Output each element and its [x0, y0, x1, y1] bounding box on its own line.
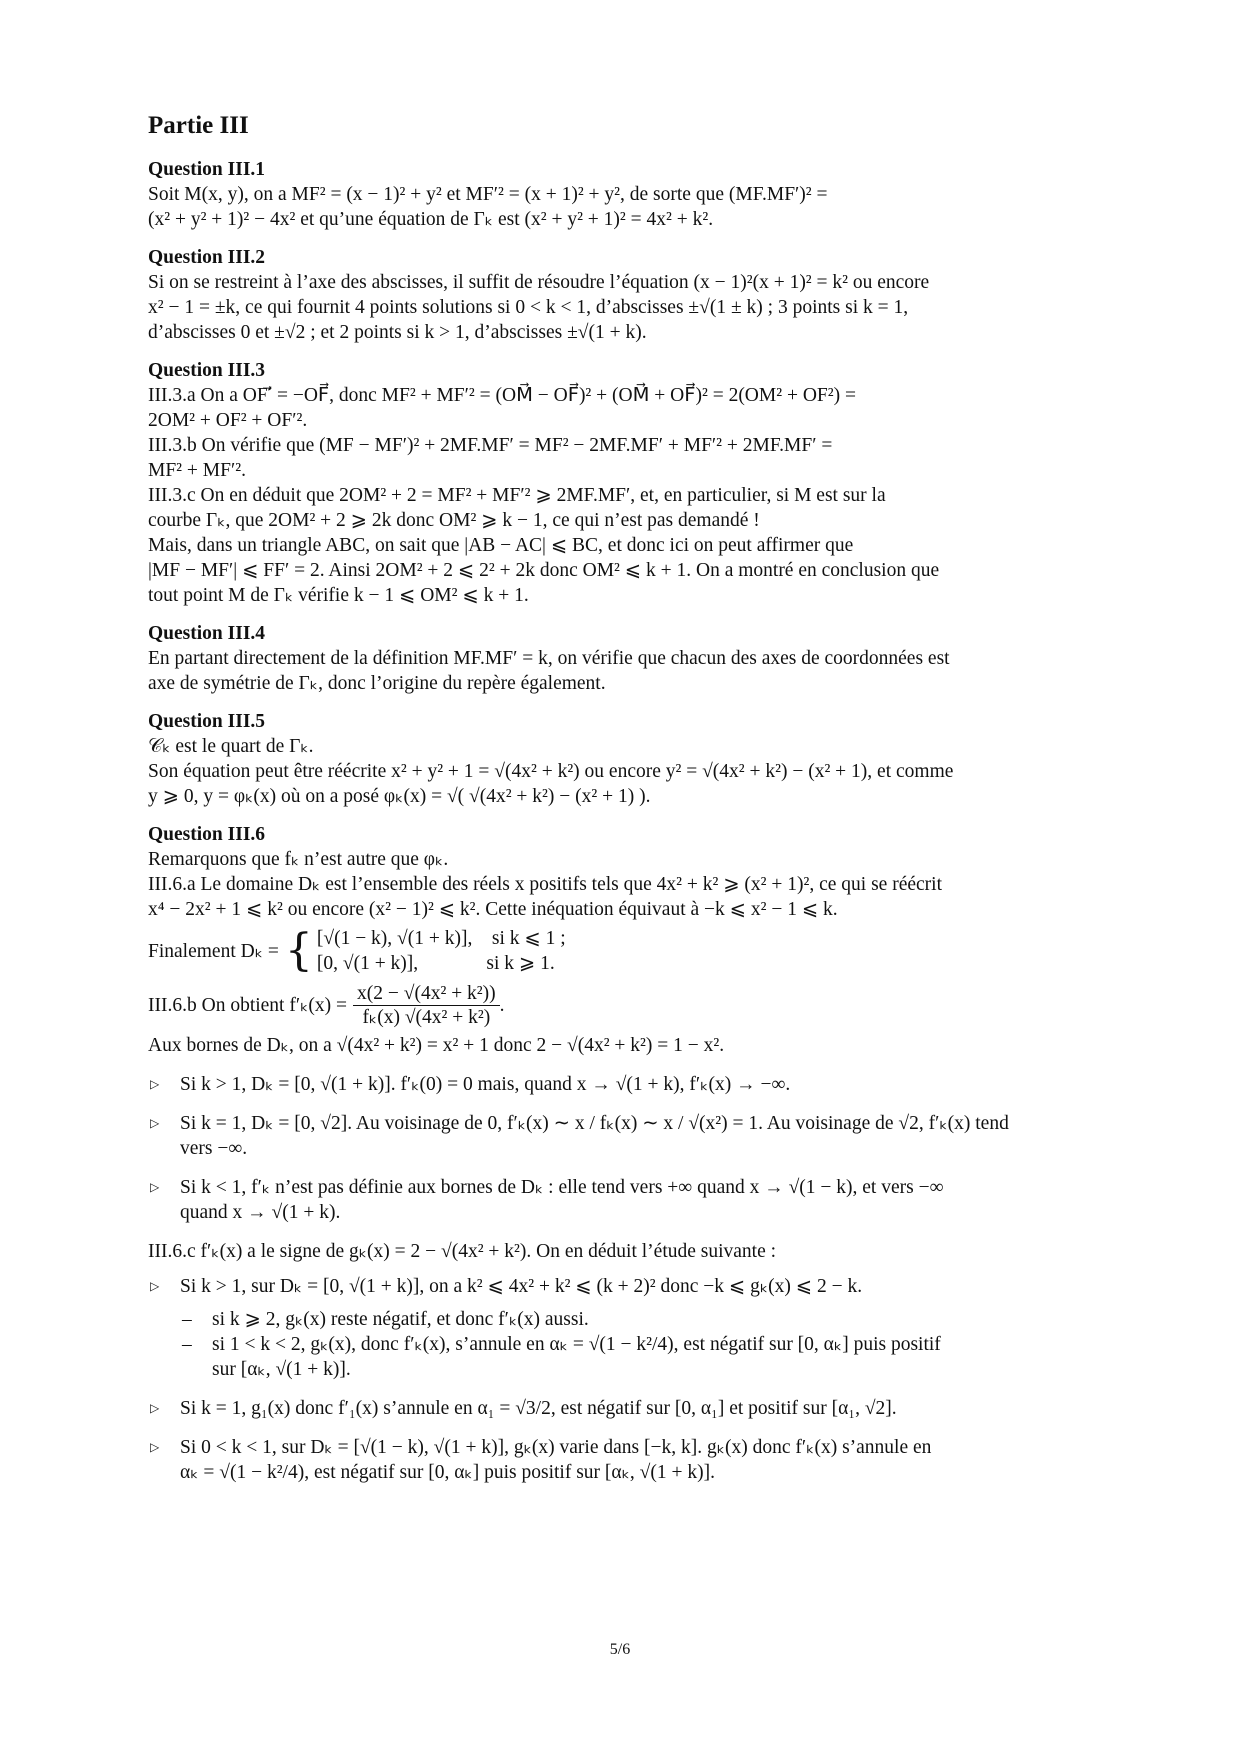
text-line: III.6.b On obtient f′ₖ(x) = [148, 995, 348, 1016]
domain-cases [148, 926, 1095, 976]
text-line: |MF − MF′| ⩽ FF′ = 2. Ainsi 2OM² + 2 ⩽ 2² + 2k donc OM² ⩽ k + 1. On a montré en conclusion que [148, 560, 940, 581]
question-title: Question III.2 [148, 247, 266, 268]
part-title: Partie III [148, 112, 249, 139]
question-block [148, 158, 1095, 232]
text-line: y ⩾ 0, y = φₖ(x) où on a posé φₖ(x) = √( √(4x² + k²) − (x² + 1) ). [148, 786, 651, 807]
text-line: Si on se restreint à l’axe des abscisses, il suffit de résoudre l’équation (x − 1)²(x + 1)² = k² ou encore [148, 272, 930, 293]
question-block [148, 823, 1095, 1485]
text-line: Si k = 1, Dₖ = [0, √2]. Au voisinage de 0, f′ₖ(x) ∼ x / fₖ(x) ∼ x / √(x²) = 1. Au voisinage de √2, f′ₖ(x) tend [180, 1113, 1009, 1134]
text-line: III.6.a Le domaine Dₖ est l’ensemble des réels x positifs tels que 4x² + k² ⩾ (x² + 1)², ce qui se réécrit [148, 874, 942, 895]
text-line: Mais, dans un triangle ABC, on sait que |AB − AC| ⩽ BC, et donc ici on peut affirmer que [148, 535, 854, 556]
triangle-bullet-icon: ▷ [150, 1401, 160, 1415]
question-title: Question III.5 [148, 711, 266, 732]
text-line: courbe Γₖ, que 2OM² + 2 ⩾ 2k donc OM² ⩾ k − 1, ce qui n’est pas demandé ! [148, 510, 760, 531]
denominator: fₖ(x) √(4x² + k²) [362, 1007, 491, 1028]
page-number: 5/6 [609, 1641, 631, 1658]
text-line: Si 0 < k < 1, sur Dₖ = [√(1 − k), √(1 + k)], gₖ(x) varie dans [−k, k]. gₖ(x) donc f′ₖ(x) s’annule en [180, 1437, 932, 1458]
question-title: Question III.1 [148, 159, 266, 180]
text-line: d’abscisses 0 et ±√2 ; et 2 points si k > 1, d’abscisses ±√(1 + k). [148, 322, 647, 343]
text-line: Si k > 1, Dₖ = [0, √(1 + k)]. f′ₖ(0) = 0 mais, quand x → √(1 + k), f′ₖ(x) → −∞. [180, 1074, 791, 1095]
question-title: Question III.3 [148, 360, 266, 381]
bullet-item [148, 1435, 1095, 1485]
text-line: si 1 < k < 2, gₖ(x), donc f′ₖ(x), s’annule en αₖ = √(1 − k²/4), est négatif sur [0, αₖ] puis positif [212, 1334, 941, 1355]
dash-bullet-icon: – [182, 1309, 192, 1330]
text-line: Remarquons que fₖ n’est autre que φₖ. [148, 849, 449, 870]
text-line: Si k = 1, g₁(x) donc f′₁(x) s’annule en α₁ = √3/2, est négatif sur [0, α₁] et positif sur [α₁, √2]. [180, 1398, 897, 1419]
case-line: [√(1 − k), √(1 + k)], si k ⩽ 1 ; [316, 928, 566, 949]
bullet-item [148, 1396, 1095, 1421]
case-line: [0, √(1 + k)], si k ⩾ 1. [316, 953, 555, 974]
question-block [148, 622, 1095, 696]
bullet-item [148, 1175, 1095, 1225]
sub-item [148, 1332, 1095, 1382]
triangle-bullet-icon: ▷ [150, 1440, 160, 1454]
text-line: III.6.c f′ₖ(x) a le signe de gₖ(x) = 2 − √(4x² + k²). On en déduit l’étude suivante : [148, 1241, 777, 1262]
text-line: Finalement Dₖ = [148, 940, 279, 962]
text-line: 𝒞ₖ est le quart de Γₖ. [148, 736, 314, 757]
numerator: x(2 − √(4x² + k²)) [353, 982, 500, 1006]
punct: . [499, 995, 505, 1016]
dash-bullet-icon: – [182, 1334, 192, 1355]
bullet-item [148, 1111, 1095, 1161]
page-body [148, 112, 1095, 1499]
triangle-bullet-icon: ▷ [150, 1180, 160, 1194]
text-line: (x² + y² + 1)² − 4x² et qu’une équation de Γₖ est (x² + y² + 1)² = 4x² + k². [148, 209, 714, 230]
text-line: MF² + MF′². [148, 460, 246, 481]
text-line: III.3.a On a OF′⃗ = −OF⃗, donc MF² + MF′² = (OM⃗ − OF⃗)² + (OM⃗ + OF⃗)² = 2(OM² + OF²) = [148, 385, 856, 406]
text-line: axe de symétrie de Γₖ, donc l’origine du repère également. [148, 673, 606, 694]
text-line: En partant directement de la définition MF.MF′ = k, on vérifie que chacun des axes de coordonnées est [148, 648, 950, 669]
text-line: Si k < 1, f′ₖ n’est pas définie aux bornes de Dₖ : elle tend vers +∞ quand x → √(1 − k), et vers −∞ [180, 1177, 944, 1198]
text-line: quand x → √(1 + k). [180, 1202, 341, 1223]
triangle-bullet-icon: ▷ [150, 1077, 160, 1091]
text-line: III.3.c On en déduit que 2OM² + 2 = MF² + MF′² ⩾ 2MF.MF′, et, en particulier, si M est sur la [148, 485, 886, 506]
text-line: 2OM² + OF² + OF′². [148, 410, 308, 431]
question-block [148, 359, 1095, 608]
question-title: Question III.6 [148, 824, 266, 845]
text-line: Son équation peut être réécrite x² + y² + 1 = √(4x² + k²) ou encore y² = √(4x² + k²) − (x² + 1), et comme [148, 761, 954, 782]
text-line: tout point M de Γₖ vérifie k − 1 ⩽ OM² ⩽ k + 1. [148, 585, 529, 606]
text-line: III.3.b On vérifie que (MF − MF′)² + 2MF.MF′ = MF² − 2MF.MF′ + MF′² + 2MF.MF′ = [148, 435, 833, 456]
text-line: x² − 1 = ±k, ce qui fournit 4 points solutions si 0 < k < 1, d’abscisses ±√(1 ± k) ; 3 points si k = 1, [148, 297, 909, 318]
bullet-item [148, 1072, 1095, 1097]
text-line: si k ⩾ 2, gₖ(x) reste négatif, et donc f′ₖ(x) aussi. [212, 1309, 589, 1330]
question-block [148, 710, 1095, 809]
text-line: Soit M(x, y), on a MF² = (x − 1)² + y² et MF′² = (x + 1)² + y², de sorte que (MF.MF′)² = [148, 184, 828, 205]
text-line: Si k > 1, sur Dₖ = [0, √(1 + k)], on a k² ⩽ 4x² + k² ⩽ (k + 2)² donc −k ⩽ gₖ(x) ⩽ 2 − k. [180, 1276, 863, 1297]
text-line: sur [αₖ, √(1 + k)]. [212, 1359, 351, 1380]
derivative-formula [148, 982, 1095, 1029]
brace-icon: { [284, 925, 313, 976]
fraction [353, 982, 500, 1029]
text-line: vers −∞. [180, 1138, 248, 1159]
bullet-item [148, 1274, 1095, 1299]
text-line: Aux bornes de Dₖ, on a √(4x² + k²) = x² + 1 donc 2 − √(4x² + k²) = 1 − x². [148, 1035, 725, 1056]
question-block [148, 246, 1095, 345]
triangle-bullet-icon: ▷ [150, 1279, 160, 1293]
question-title: Question III.4 [148, 623, 266, 644]
sections [148, 158, 1095, 809]
text-line: x⁴ − 2x² + 1 ⩽ k² ou encore (x² − 1)² ⩽ k². Cette inéquation équivaut à −k ⩽ x² − 1 ⩽ k. [148, 899, 838, 920]
triangle-bullet-icon: ▷ [150, 1116, 160, 1130]
bullets [148, 1072, 1095, 1225]
sub-item [148, 1307, 1095, 1332]
sub-list [148, 1307, 1095, 1382]
cases [317, 926, 566, 976]
text-line: αₖ = √(1 − k²/4), est négatif sur [0, αₖ] puis positif sur [αₖ, √(1 + k)]. [180, 1462, 715, 1483]
